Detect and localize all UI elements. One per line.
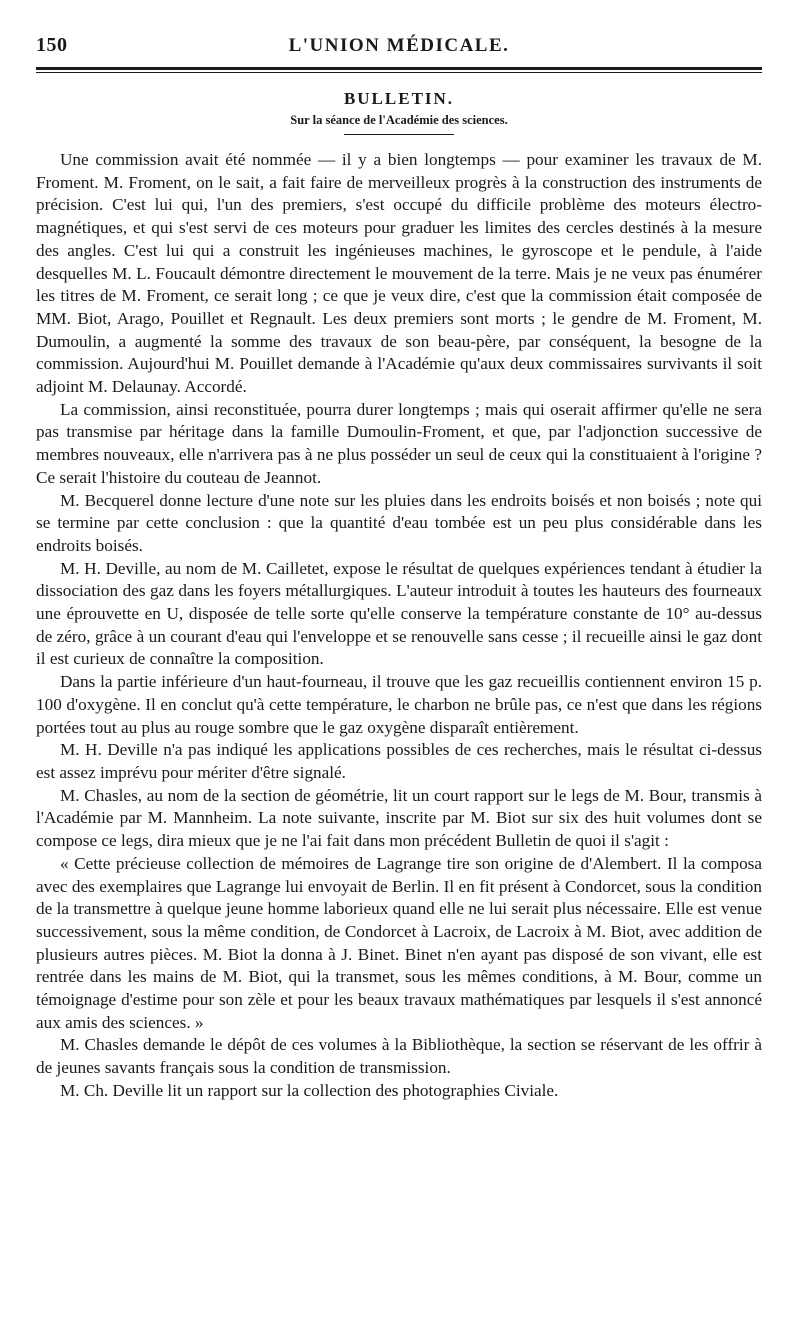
article-body: [36, 149, 762, 1103]
paragraph: M. Ch. Deville lit un rapport sur la collection des photographies Civiale.: [60, 1080, 559, 1100]
section-title: BULLETIN.: [343, 89, 455, 108]
page-number: 150: [36, 34, 68, 56]
paragraph: La commission, ainsi reconstituée, pourra durer longtemps ; mais qui oserait affirmer qu'elle ne sera pas transmise par héritage dans la famille Dumoulin-Froment, et que, par l'adjonction successive de membres nouveaux, elle n'arrivera pas à ne plus posséder un seul de ceux qui la constituaient à l'origine ? Ce serait l'histoire du couteau de Jeannot.: [36, 399, 762, 487]
quoted-paragraph: « Cette précieuse collection de mémoires de Lagrange tire son origine de d'Alembert. Il la composa avec des exemplaires que Lagrange lui envoyait de Berlin. Il en fit présent à Condorcet, sous la condition de la transmettre à quelque jeune homme laborieux quand elle ne lui serait plus nécessaire. Elle est venue successivement, sous la même condition, de Condorcet à Lacroix, de Lacroix à M. Biot, avec addition de plusieurs autres pièces. M. Biot la donna à J. Binet. Binet n'en ayant pas disposé de son vivant, elle est rentrée dans les mains de M. Biot, qui la transmet, sous les mêmes conditions, à M. Bour, comme un témoignage d'estime pour son zèle et pour les beaux travaux mathématiques par lesquels il s'est annoncé aux amis des sciences. »: [36, 853, 762, 1032]
title-divider: [344, 134, 454, 135]
header-rule-thick: [36, 67, 762, 70]
paragraph: M. Chasles demande le dépôt de ces volumes à la Bibliothèque, la section se réservant de les offrir à de jeunes savants français sous la condition de transmission.: [36, 1035, 762, 1078]
paragraph: M. Becquerel donne lecture d'une note sur les pluies dans les endroits boisés et non boisés ; note qui se termine par cette conclusion : que la quantité d'eau tombée est un peu plus considérable dans les endroits boisés.: [36, 490, 762, 555]
section-subtitle: Sur la séance de l'Académie des sciences.: [290, 113, 508, 127]
journal-title: L'UNION MÉDICALE.: [288, 35, 510, 56]
running-header: [36, 34, 762, 63]
paragraph: M. H. Deville, au nom de M. Cailletet, expose le résultat de quelques expériences tendant à étudier la dissociation des gaz dans les foyers métallurgiques. L'auteur introduit à toutes les hauteurs des fourneaux une éprouvette en U, disposée de telle sorte qu'elle conserve la température constante de 10° au-dessus de zéro, grâce à un courant d'eau qui l'enveloppe et se renouvelle sans cesse ; il recueille ainsi le gaz dont il est curieux de connaître la composition.: [36, 558, 762, 669]
paragraph: Une commission avait été nommée — il y a bien longtemps — pour examiner les travaux de M. Froment. M. Froment, on le sait, a fait faire de merveilleux progrès à la construction des instruments de précision. C'est lui qui, l'un des premiers, s'est occupé du difficile problème des moteurs électro-magnétiques, et qui s'est servi de ces moteurs pour graduer les limites des cercles destinés à la mesure des angles. C'est lui qui a construit les ingénieuses machines, le gyroscope et le pendule, à l'aide desquelles M. L. Foucault démontre directement le mouvement de la terre. Mais je ne veux pas énumérer les titres de M. Froment, ce serait long ; ce que je veux dire, c'est que la commission était composée de MM. Biot, Arago, Pouillet et Regnault. Les deux premiers sont morts ; le gendre de M. Froment, M. Dumoulin, a augmenté la somme des travaux de son beau-père, par conséquent, la besogne de la commission. Aujourd'hui M. Pouillet demande à l'Académie qu'aux deux commissaires survivants il soit adjoint M. Delaunay. Accordé.: [36, 150, 762, 397]
paragraph: M. Chasles, au nom de la section de géométrie, lit un court rapport sur le legs de M. Bour, transmis à l'Académie par M. Mannheim. La note suivante, inscrite par M. Biot sur six des huit volumes dont se compose ce legs, dira mieux que je ne l'ai fait dans mon précédent Bulletin de quoi il s'agit :: [36, 785, 762, 851]
paragraph: M. H. Deville n'a pas indiqué les applications possibles de ces recherches, mais le résultat ci-dessus est assez imprévu pour mériter d'être signalé.: [36, 740, 762, 782]
header-rule-thin: [36, 72, 762, 73]
paragraph: Dans la partie inférieure d'un haut-fourneau, il trouve que les gaz recueillis contiennent environ 15 p. 100 d'oxygène. Il en conclut qu'à cette température, le charbon ne brûle pas, ce n'est que dans les régions portées tout au plus au rouge sombre que le gaz oxygène disparaît entièrement.: [36, 672, 762, 737]
